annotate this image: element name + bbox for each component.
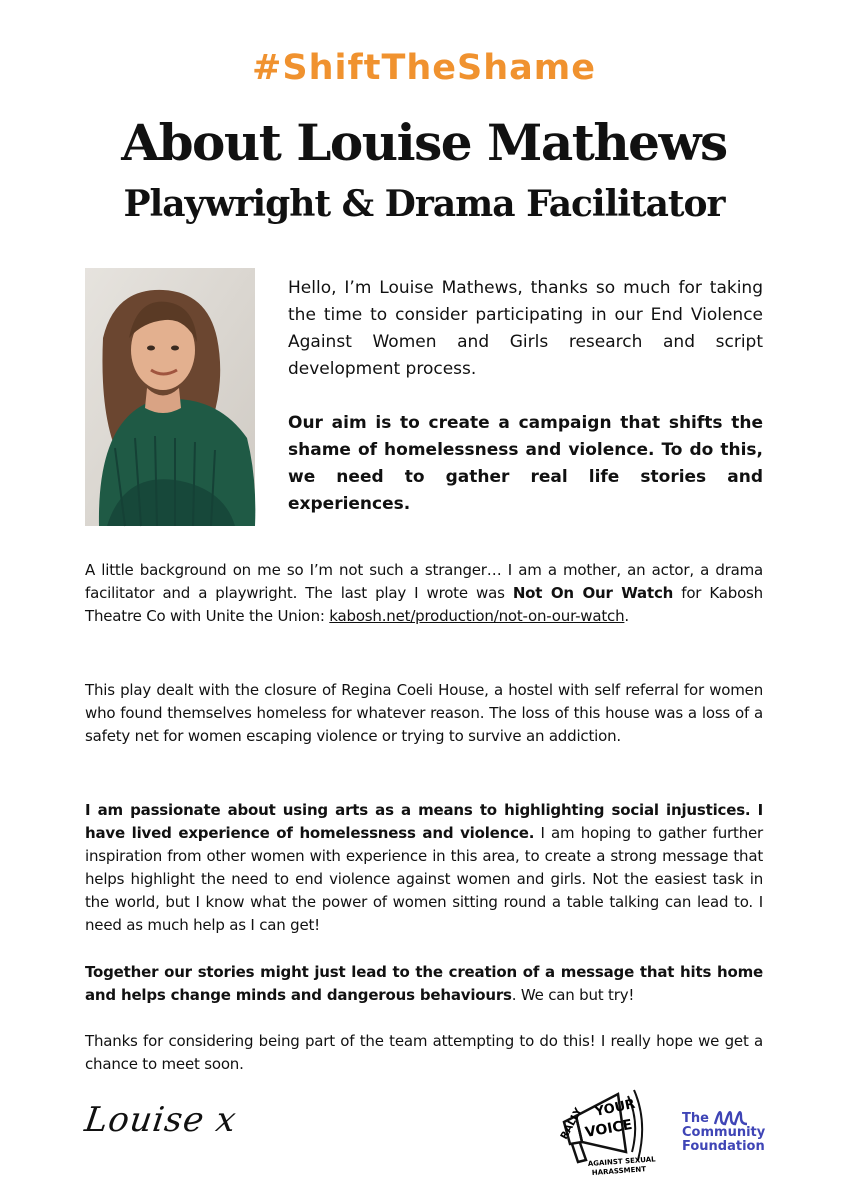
- passion-bold: I am passionate about using arts as a means to highlighting social injustices. I have lived experience of homelessness and violence.: [85, 801, 763, 842]
- together-bold: Together our stories might just lead to the creation of a message that hits home and helps change minds and dangerous behaviours: [85, 963, 763, 1004]
- together-text: . We can but try!: [511, 986, 635, 1004]
- kabosh-link[interactable]: kabosh.net/production/not-on-our-watch: [329, 607, 625, 625]
- rally-tagline-1: AGAINST SEXUAL: [587, 1155, 656, 1168]
- rally-word: RALLY: [558, 1106, 585, 1142]
- play-title: Not On Our Watch: [512, 584, 674, 602]
- hashtag-heading: #ShiftTheShame: [252, 48, 596, 88]
- play-paragraph: This play dealt with the closure of Regina Coeli House, a hostel with self referral for women who found themselves homeless for whatever reason. The loss of this house was a loss of a safety net for women escaping violence or trying to survive an addiction.: [85, 681, 763, 745]
- foundation-line-1: The: [682, 1111, 709, 1126]
- portrait-photo-icon: [85, 268, 255, 526]
- background-text: A little background on me so I’m not such a stranger… I am a mother, an actor, a drama facilitator and a playwright. The last play I wrote was: [85, 561, 763, 602]
- rally-your-voice-logo: [548, 1082, 656, 1180]
- passion-text: I am hoping to gather further inspiration from other women with experience in this area, to create a strong message that helps highlight the need to end violence against women and girls. Not the easiest task in the world, but I know what the power of women sitting round a table talking can lead to. I need as much help as I can get!: [85, 824, 763, 934]
- page-subtitle: Playwright & Drama Facilitator: [123, 183, 725, 225]
- megaphone-icon: [548, 1082, 656, 1180]
- portrait-photo: [85, 268, 255, 526]
- your-word: YOUR: [593, 1096, 637, 1120]
- aim-paragraph: Our aim is to create a campaign that shifts the shame of homelessness and violence. To do this, we need to gather real life stories and experiences.: [288, 413, 763, 514]
- background-text-2: for Kabosh Theatre Co with Unite the Union:: [85, 584, 763, 625]
- foundation-line-3: Foundation: [682, 1139, 765, 1154]
- signature: Louise x: [82, 1100, 240, 1140]
- foundation-line-2: Community: [682, 1125, 766, 1140]
- loops-icon: [713, 1108, 749, 1126]
- thanks-paragraph: Thanks for considering being part of the team attempting to do this! I really hope we get a chance to meet soon.: [85, 1032, 763, 1073]
- page-title: About Louise Mathews: [121, 113, 727, 172]
- background-paragraph: [85, 559, 763, 628]
- rally-tagline-2: HARASSMENT: [591, 1165, 647, 1177]
- community-foundation-logo: [682, 1108, 772, 1154]
- voice-word: VOICE: [583, 1116, 634, 1141]
- passion-paragraph: [85, 799, 763, 937]
- background-end: .: [624, 607, 629, 625]
- intro-paragraph: Hello, I’m Louise Mathews, thanks so much for taking the time to consider participating in our End Violence Against Women and Girls research and script development process.: [288, 278, 763, 379]
- together-paragraph: [85, 961, 763, 1007]
